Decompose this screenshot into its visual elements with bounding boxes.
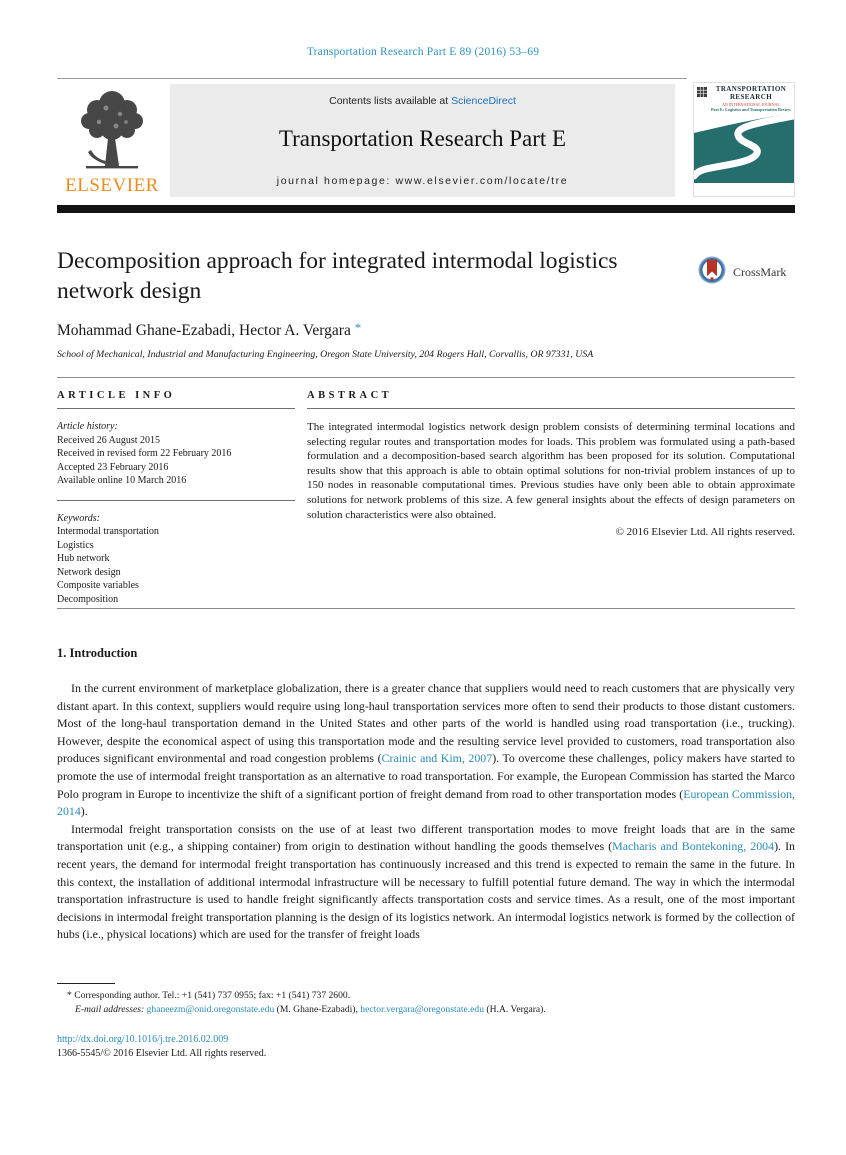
keyword-item: Logistics: [57, 539, 94, 551]
article-info-section: [57, 390, 295, 606]
introduction-body: [57, 680, 795, 944]
elsevier-tree-icon: [64, 159, 160, 176]
issn-copyright-line: 1366-5545/© 2016 Elsevier Ltd. All rights reserved.: [57, 1048, 267, 1059]
history-label: Article history:: [57, 421, 118, 432]
cover-title-line1: TRANSPORTATION: [715, 85, 787, 93]
history-item: Received in revised form 22 February 2016: [57, 448, 232, 459]
header-rule: [57, 78, 687, 79]
keyword-item: Hub network: [57, 553, 110, 564]
rule-below-info: [57, 608, 795, 609]
paragraph-text: Intermodal freight transportation consists on the use of at least two different transportation modes to move freight loads that are in the same transportation unit (e.g., a shipping container) from origin to destination without handling the goods themselves (: [57, 821, 795, 854]
paragraph-text: In the current environment of marketplace globalization, there is a greater chance that suppliers would need to reach customers that are physically very distant apart. In this context, suppliers would require using long-haul transportation services more often to send their products to those distant customers. Most of the long-haul transportation demand in the United States and other parts of the world is handled using road transportation (i.e., trucking). However, despite the economical aspect of using this transportation mode and the resulting service level provided to customers, road transportation also produces significant environmental and road congestion problems (: [57, 681, 795, 766]
citation-link-macharis-bontekoning[interactable]: Macharis and Bontekoning, 2004: [612, 839, 775, 854]
abstract-text: The integrated intermodal logistics network design problem consists of determining terminal locations and selecting regular routes and transportation modes for loads. This problem was formulated using a path-based formulation and a decomposition-based search algorithm has been proposed for its solution. Computational results show that this approach is able to obtain optimal solutions for non-trivial problem instances of up to 150 nodes in reasonable computational times. Previous studies have only been able to obtain approximate solutions for network problems of this size. A few general insights about the effects of design parameters on solution characteristics were also obtained.: [307, 421, 795, 521]
author-names: Mohammad Ghane-Ezabadi, Hector A. Vergara: [57, 322, 351, 339]
email-addresses-note: [57, 1003, 795, 1017]
email-label: E-mail addresses:: [75, 1003, 147, 1015]
rule-above-info: [57, 377, 795, 378]
keyword-item: Intermodal transportation: [57, 526, 159, 537]
crossmark-badge[interactable]: [697, 252, 797, 294]
footnote-text: (M. Ghane-Ezabadi),: [274, 1003, 361, 1015]
journal-title: Transportation Research Part E: [278, 126, 567, 151]
abstract-rule: [307, 408, 795, 409]
history-item: Received 26 August 2015: [57, 434, 161, 446]
footnote-marker: *: [67, 990, 72, 1001]
section-heading-introduction: 1. Introduction: [57, 646, 138, 660]
corresponding-author-note: [57, 989, 795, 1003]
paragraph-text: ). In recent years, the demand for intermodal freight transportation has continuously increased and this trend is expected to remain the same in the future. In this context, the installation of additional intermodal infrastructure will be necessary to fulfill potential future demand. The way in which the intermodal transportation infrastructure is used to handle freight significantly affects transportation costs and service times. As a result, one of the most important decisions in intermodal freight transportation planning is the design of its logistics network. An intermodal logistics network is formed by the collection of hubs (i.e., physical locations) which are used for the transfer of freight loads: [57, 839, 795, 942]
intro-paragraph-2: [57, 821, 795, 944]
separator-bar: [57, 205, 795, 213]
author-line: [57, 320, 677, 340]
email-link-vergara[interactable]: hector.vergara@oregonstate.edu: [360, 1003, 485, 1015]
cover-title-line2: RESEARCH: [729, 92, 773, 101]
cover-subtitle: AN INTERNATIONAL JOURNAL: [722, 102, 780, 107]
paragraph-text: ).: [80, 804, 88, 819]
affiliation: School of Mechanical, Industrial and Manufacturing Engineering, Oregon State University, 204 Rogers Hall, Corvallis, OR 97331, USA: [57, 349, 594, 360]
journal-homepage-link[interactable]: journal homepage: www.elsevier.com/locate/tre: [276, 175, 569, 187]
page-header-citation: Transportation Research Part E 89 (2016) 53–69: [306, 46, 540, 58]
article-info-heading: ARTICLE INFO: [57, 390, 176, 401]
elsevier-logo[interactable]: [57, 86, 167, 197]
abstract-section: [307, 390, 795, 538]
crossmark-icon: [697, 279, 727, 296]
footnote-text: Corresponding author. Tel.: +1 (541) 737 0955; fax: +1 (541) 737 2600.: [71, 990, 351, 1001]
contents-line: [170, 95, 675, 107]
paragraph-text: ). To overcome these challenges, policy makers have started to promote the use of intermodal freight transportation as an alternative to road transportation. For example, the European Commission has started the Marco Polo program in Europe to incentivize the shift of a significant portion of freight demand from road to other transportation modes (: [57, 751, 795, 801]
abstract-copyright: © 2016 Elsevier Ltd. All rights reserved.: [615, 526, 795, 539]
keywords-label: Keywords:: [57, 512, 100, 524]
citation-link-crainic-kim[interactable]: Crainic and Kim, 2007: [381, 751, 493, 766]
intro-paragraph-1: [57, 680, 795, 821]
info-divider: [57, 500, 295, 501]
cover-series: Part E: Logistics and Transportation Review: [711, 107, 791, 112]
cover-swoosh-art: [694, 109, 794, 188]
article-title: Decomposition approach for integrated intermodal logistics network design: [57, 248, 618, 304]
crossmark-label: CrossMark: [733, 265, 787, 279]
corresponding-author-mark[interactable]: *: [354, 320, 362, 335]
journal-cover-thumbnail[interactable]: [693, 82, 795, 197]
journal-banner: [170, 84, 675, 197]
doi-link[interactable]: http://dx.doi.org/10.1016/j.tre.2016.02.009: [57, 1034, 229, 1045]
email-link-ghaneezm[interactable]: ghaneezm@onid.oregonstate.edu: [146, 1003, 275, 1015]
elsevier-wordmark: ELSEVIER: [65, 175, 159, 196]
footnote-rule: [57, 983, 115, 984]
footnote-block: [57, 989, 795, 1016]
sciencedirect-link[interactable]: ScienceDirect: [451, 95, 516, 107]
contents-prefix: Contents lists available at: [329, 95, 452, 107]
citation-link-european-commission[interactable]: European Commission, 2014: [57, 786, 795, 819]
article-info-rule: [57, 408, 295, 409]
history-item: Available online 10 March 2016: [57, 475, 187, 486]
abstract-heading: ABSTRACT: [307, 390, 393, 401]
history-item: Accepted 23 February 2016: [57, 461, 169, 473]
keyword-item: Network design: [57, 566, 121, 578]
keyword-item: Decomposition: [57, 593, 119, 605]
footnote-text: (H.A. Vergara).: [484, 1003, 546, 1015]
keyword-item: Composite variables: [57, 580, 139, 591]
